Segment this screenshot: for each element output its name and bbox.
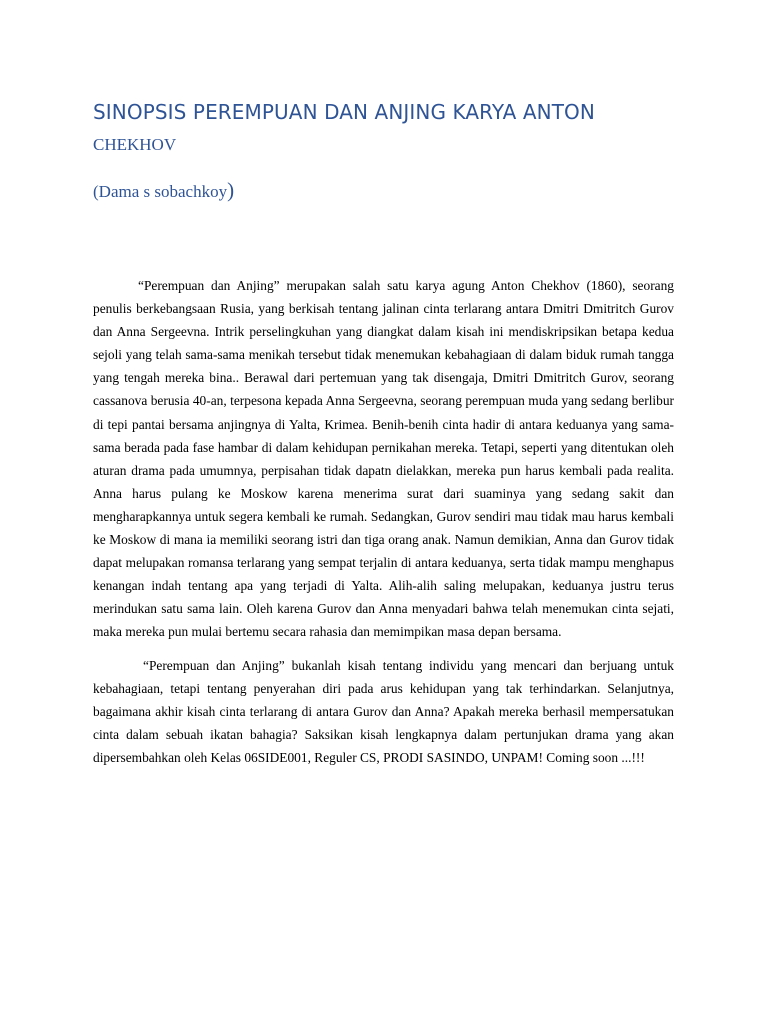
- title-line-1: SINOPSIS PEREMPUAN DAN ANJING KARYA ANTON: [93, 100, 595, 124]
- title-line-2: CHEKHOV: [93, 135, 177, 154]
- body-text: [93, 274, 674, 769]
- subtitle-close-paren: ): [227, 178, 235, 202]
- subtitle: [93, 178, 234, 203]
- paragraph-1: “Perempuan dan Anjing” merupakan salah satu karya agung Anton Chekhov (1860), seorang penulis berkebangsaan Rusia, yang berkisah tentang jalinan cinta terlarang antara Dmitri Dmitritch Gurov dan Anna Sergeevna. Intrik perselingkuhan yang diangkat dalam kisah ini mendiskripsikan betapa kedua sejoli yang telah sama-sama menikah tersebut tidak menemukan kebahagiaan di dalam biduk rumah tangga yang tengah mereka bina.. Berawal dari pertemuan yang tak disengaja, Dmitri Dmitritch Gurov, seorang cassanova berusia 40-an, terpesona kepada Anna Sergeevna, seorang perempuan muda yang sedang berlibur di tepi pantai bersama anjingnya di Yalta, Krimea. Benih-benih cinta hadir di antara keduanya yang sama-sama berada pada fase hambar di dalam kehidupan pernikahan mereka. Tetapi, seperti yang ditentukan oleh aturan drama pada umumnya, perpisahan tidak dapatn dielakkan, mereka pun harus kembali pada realita. Anna harus pulang ke Moskow karena menerima surat dari suaminya yang sedang sakit dan mengharapkannya untuk segera kembali ke rumah. Sedangkan, Gurov sendiri mau tidak mau harus kembali ke Moskow di mana ia memiliki seorang istri dan tiga orang anak. Namun demikian, Anna dan Gurov tidak dapat melupakan romansa terlarang yang sempat terjalin di antara keduanya, serta tidak mampu menghapus kenangan indah tentang apa yang terjadi di Yalta. Alih-alih saling melupakan, keduanya justru terus merindukan satu sama lain. Oleh karena Gurov dan Anna menyadari bahwa telah menemukan cinta sejati, maka mereka pun mulai bertemu secara rahasia dan memimpikan masa depan bersama.: [93, 278, 674, 640]
- paragraph-2: “Perempuan dan Anjing” bukanlah kisah tentang individu yang mencari dan berjuang untuk kebahagiaan, tetapi tentang penyerahan diri pada arus kehidupan yang tak terhindarkan. Selanjutnya, bagaimana akhir kisah cinta terlarang di antara Gurov dan Anna? Apakah mereka berhasil mempersatukan cinta dalam sebuah ikatan bahagia? Saksikan kisah lengkapnya dalam pertunjukan drama yang akan dipersembahkan oleh Kelas 06SIDE001, Reguler CS, PRODI SASINDO, UNPAM! Coming soon ...!!!: [93, 657, 674, 765]
- subtitle-text: (Dama s sobachkoy: [93, 182, 228, 201]
